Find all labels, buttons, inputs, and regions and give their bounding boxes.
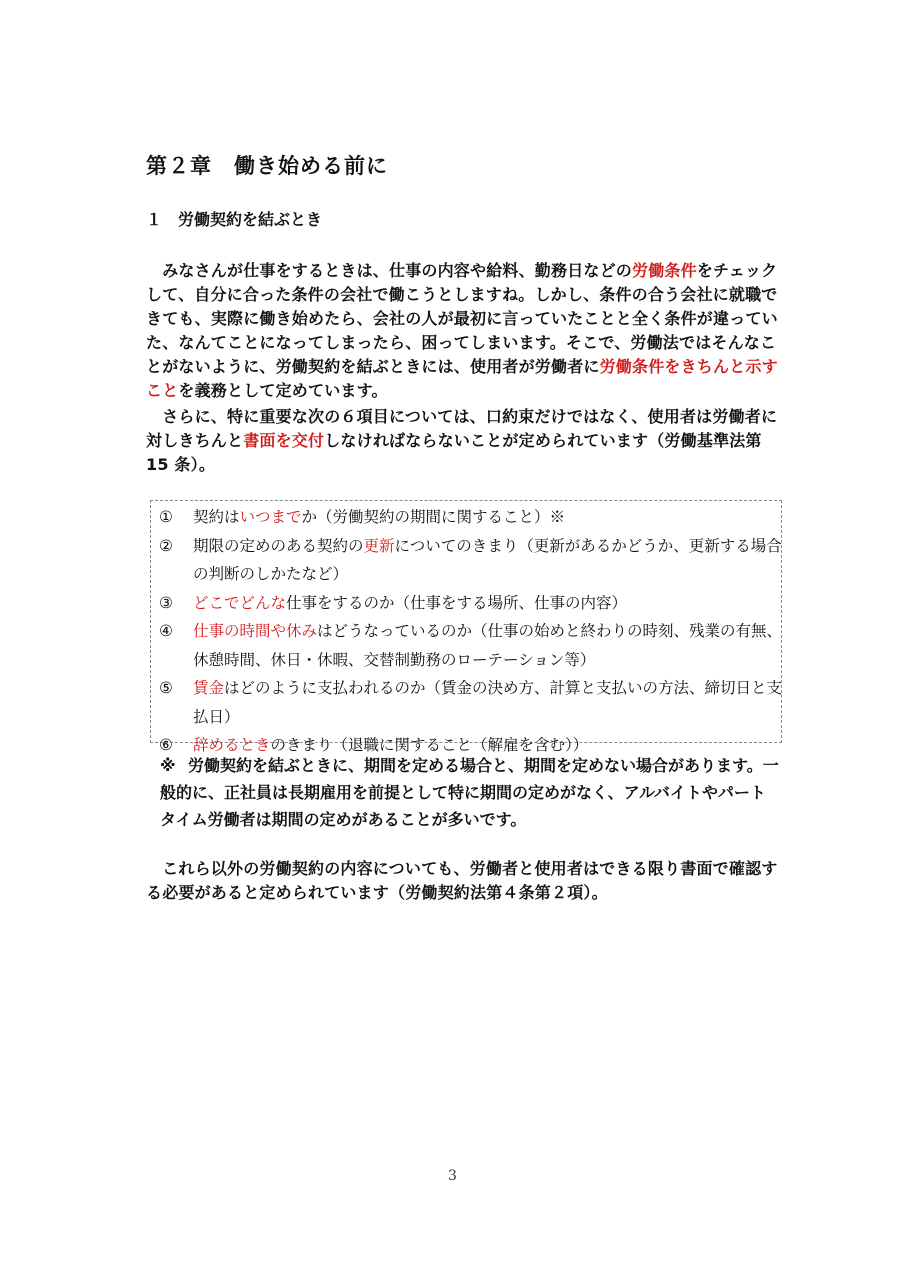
emphasis-text: 賃金 — [193, 679, 225, 697]
list-item — [159, 589, 785, 618]
item-text — [193, 617, 785, 674]
required-items-list — [159, 503, 785, 760]
list-item — [159, 617, 785, 674]
period-note — [160, 752, 780, 833]
body-text: 仕事をするのか（仕事をする場所、仕事の内容） — [286, 593, 628, 612]
item-number: ① — [159, 508, 173, 526]
closing-paragraph — [146, 857, 786, 905]
item-number: ③ — [159, 593, 173, 612]
body-text: これら以外の労働契約の内容についても、労働者と使用者はできる限り書面で確認する必要があると定められています（労働契約法第４条第２項）。 — [146, 859, 778, 902]
emphasis-text: 仕事の時間や休み — [193, 622, 318, 640]
body-text: みなさんが仕事をするときは、仕事の内容や給料、勤務日などの — [146, 261, 633, 280]
emphasis-text: 労働条件をきちんと示すこと — [146, 357, 778, 400]
emphasis-text: いつまで — [239, 508, 302, 526]
emphasis-text: 更新 — [363, 536, 395, 555]
list-item — [159, 532, 785, 589]
chapter-title: 第２章 働き始める前に — [146, 154, 388, 178]
list-item — [159, 674, 785, 731]
body-text: のきまり（退職に関すること（解雇を含む）） — [270, 736, 589, 754]
body-text: を義務として定めています。 — [178, 381, 388, 400]
item-text — [193, 589, 785, 618]
page-number: 3 — [448, 1168, 457, 1184]
body-text: さらに、特に重要な次の６項目については、口約束だけではなく、使用者は労働者に対しきちんと — [146, 407, 778, 450]
section-title: １ 労働契約を結ぶとき — [146, 210, 323, 229]
item-text — [193, 503, 785, 532]
emphasis-text: どこでどんな — [193, 593, 287, 612]
note-mark: ※ — [160, 756, 176, 775]
body-text: についてのきまり（更新があるかどうか、更新する場合の判断のしかたなど） — [193, 536, 782, 583]
item-number: ⑥ — [159, 736, 173, 754]
body-text: 期限の定めのある契約の — [193, 536, 364, 555]
body-text: はどうなっているのか（仕事の始めと終わりの時刻、残業の有無、休憩時間、休日・休暇、交替制勤務のローテーション等） — [193, 622, 783, 669]
item-text — [193, 674, 785, 731]
body-text: 契約は — [193, 508, 240, 526]
emphasis-text: 書面を交付 — [243, 431, 325, 450]
emphasis-text: 辞めるとき — [193, 736, 271, 754]
item-number: ⑤ — [159, 679, 173, 697]
list-item — [159, 503, 785, 532]
body-text: はどのように支払われるのか（賃金の決め方、計算と支払いの方法、締切日と支払日） — [193, 679, 783, 726]
item-text — [193, 532, 785, 589]
body-text: しなければならないことが定められています（労働基準法第 15 条）。 — [146, 431, 762, 474]
note-text: 労働契約を結ぶときに、期間を定める場合と、期間を定めない場合があります。一般的に、正社員は長期雇用を前提として特に期間の定めがなく、アルバイトやパートタイム労働者は期間の定めがあることが多いです。 — [160, 756, 779, 829]
written-notice-paragraph — [146, 405, 786, 477]
body-text: をチェックして、自分に合った条件の会社で働こうとしますね。しかし、条件の合う会社に就職できても、実際に働き始めたら、会社の人が最初に言っていたことと全く条件が違っていた、なんてことになってしまったら、困ってしまいます。そこで、労働法ではそんなことがないように、労働契約を結ぶときには、使用者が労働者に — [146, 261, 778, 376]
item-number: ④ — [159, 622, 173, 640]
emphasis-text: 労働条件 — [632, 261, 697, 280]
item-number: ② — [159, 536, 173, 555]
body-text: か（労働契約の期間に関すること）※ — [301, 508, 566, 526]
intro-paragraph — [146, 259, 786, 403]
